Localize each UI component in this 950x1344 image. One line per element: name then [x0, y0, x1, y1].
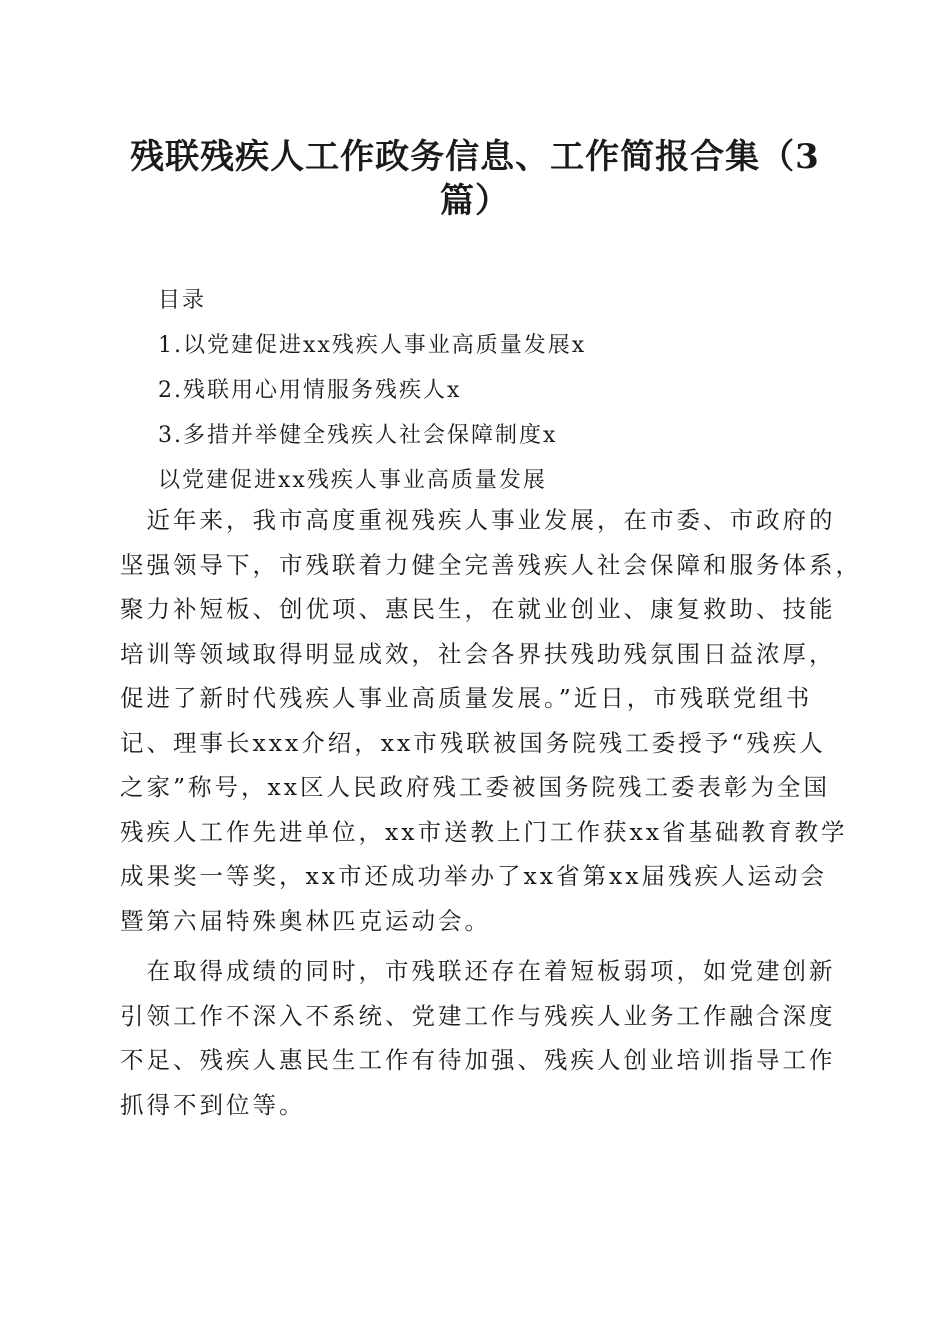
- table-of-contents: [158, 278, 586, 503]
- paragraph-1-line: 聚力补短板、创优项、惠民生，在就业创业、康复救助、技能: [120, 595, 836, 623]
- paragraph-1-line: 促进了新时代残疾人事业高质量发展。”近日，市残联党组书: [120, 684, 813, 712]
- paragraph-2-line: 引领工作不深入不系统、党建工作与残疾人业务工作融合深度: [120, 1001, 836, 1030]
- paragraph-2: [120, 949, 836, 1127]
- paragraph-1-line: 近年来，我市高度重视残疾人事业发展，在市委、市政府的: [120, 506, 836, 534]
- toc-item-2: 2.残联用心用情服务残疾人x: [158, 378, 462, 403]
- paragraph-2-line: 在取得成绩的同时，市残联还存在着短板弱项，如党建创新: [120, 957, 836, 985]
- paragraph-1-line: 残疾人工作先进单位，xx市送教上门工作获xx省基础教育教学: [120, 817, 848, 846]
- title-line-2: 篇）: [440, 181, 510, 221]
- paragraph-1: [120, 498, 862, 943]
- title-line-1: 残联残疾人工作政务信息、工作简报合集（3: [130, 137, 820, 177]
- paragraph-2-line: 不足、残疾人惠民生工作有待加强、残疾人创业培训指导工作: [120, 1046, 836, 1074]
- paragraph-1-line: 记、理事长xxx介绍，xx市残联被国务院残工委授予“残疾人: [120, 728, 826, 757]
- toc-heading: 目录: [158, 288, 207, 313]
- article-heading: 以党建促进xx残疾人事业高质量发展: [158, 468, 547, 493]
- document-title: [110, 135, 840, 223]
- toc-item-1: 1.以党建促进xx残疾人事业高质量发展x: [158, 333, 587, 358]
- paragraph-1-line: 成果奖一等奖，xx市还成功举办了xx省第xx届残疾人运动会: [120, 862, 828, 890]
- paragraph-1-line: 培训等领域取得明显成效，社会各界扶残助残氛围日益浓厚，: [120, 639, 836, 668]
- paragraph-1-line: 坚强领导下，市残联着力健全完善残疾人社会保障和服务体系，: [120, 550, 862, 579]
- paragraph-1-line: 暨第六届特殊奥林匹克运动会。: [120, 906, 491, 935]
- toc-item-3: 3.多措并举健全残疾人社会保障制度x: [158, 423, 558, 448]
- paragraph-2-line: 抓得不到位等。: [120, 1090, 306, 1119]
- paragraph-1-line: 之家”称号，xx区人民政府残工委被国务院残工委表彰为全国: [120, 773, 831, 801]
